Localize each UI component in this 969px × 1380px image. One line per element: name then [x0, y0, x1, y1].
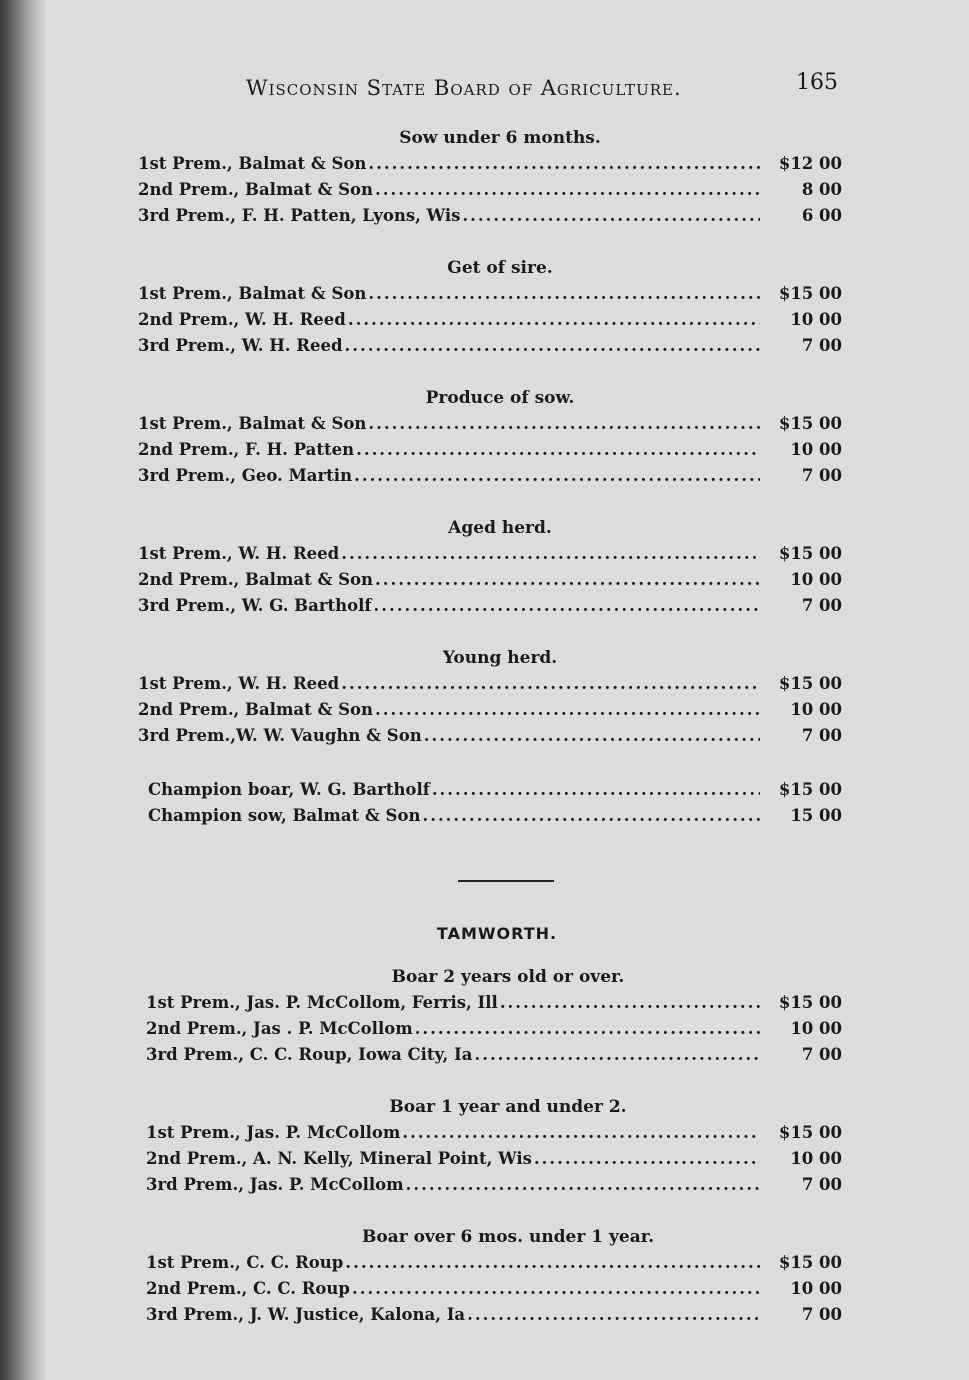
- dot-leader: [375, 700, 760, 719]
- prize-label: 1st Prem., C. C. Roup: [146, 1253, 344, 1272]
- prize-label: 1st Prem., Balmat & Son: [138, 284, 367, 303]
- lower-sections: [120, 967, 860, 1331]
- prize-amount: $15 00: [778, 284, 842, 303]
- section-title: Produce of sow.: [425, 388, 575, 408]
- dot-leader: [368, 414, 760, 433]
- section-title: Boar 1 year and under 2.: [389, 1097, 627, 1117]
- dot-leader: [402, 1123, 760, 1142]
- dot-leader: [348, 310, 760, 329]
- section-title: Aged herd.: [448, 518, 552, 538]
- dot-leader: [500, 993, 760, 1012]
- prize-row: [128, 1175, 860, 1201]
- dot-leader: [375, 180, 760, 199]
- prize-row: [120, 726, 860, 752]
- prize-row: [120, 570, 860, 596]
- prize-row: [128, 1045, 860, 1071]
- section-title: Young herd.: [442, 648, 558, 668]
- prize-label: 1st Prem., W. H. Reed: [138, 544, 340, 563]
- dot-leader: [375, 570, 760, 589]
- dot-leader: [422, 806, 760, 825]
- book-binding-shadow: [0, 0, 46, 1380]
- dot-leader: [424, 726, 760, 745]
- prize-row: [128, 1305, 860, 1331]
- prize-row: [128, 993, 860, 1019]
- prize-row: [120, 310, 860, 336]
- prize-amount: 7 00: [801, 596, 842, 615]
- prize-amount: $15 00: [778, 993, 842, 1012]
- prize-amount: 10 00: [790, 440, 842, 459]
- prize-label: 3rd Prem.,W. W. Vaughn & Son: [138, 726, 422, 745]
- prize-row: [128, 1149, 860, 1175]
- dot-leader: [356, 440, 760, 459]
- upper-sections: [120, 128, 860, 752]
- prize-label: 2nd Prem., F. H. Patten: [138, 440, 355, 459]
- prize-label: 3rd Prem., C. C. Roup, Iowa City, Ia: [146, 1045, 473, 1064]
- prize-row: [128, 1019, 860, 1045]
- prize-label: 2nd Prem., C. C. Roup: [146, 1279, 350, 1298]
- prize-amount: 10 00: [790, 1019, 842, 1038]
- prize-amount: 7 00: [801, 336, 842, 355]
- prize-amount: $15 00: [778, 544, 842, 563]
- prize-label: 3rd Prem., W. H. Reed: [138, 336, 343, 355]
- section-title: Sow under 6 months.: [399, 128, 601, 148]
- prize-amount: $15 00: [778, 1253, 842, 1272]
- dot-leader: [462, 206, 760, 225]
- prize-row: [120, 206, 860, 232]
- prize-row: [120, 284, 860, 310]
- dot-leader: [354, 466, 760, 485]
- prize-label: 3rd Prem., J. W. Justice, Kalona, Ia: [146, 1305, 466, 1324]
- section-title: Get of sire.: [447, 258, 553, 278]
- prize-section: [120, 648, 860, 752]
- dot-leader: [415, 1019, 760, 1038]
- prize-row: [128, 1253, 860, 1279]
- prize-label: Champion sow, Balmat & Son: [148, 806, 421, 825]
- prize-section: [120, 128, 860, 232]
- prize-label: 3rd Prem., F. H. Patten, Lyons, Wis: [138, 206, 461, 225]
- prize-row: [130, 806, 860, 832]
- dot-leader: [345, 336, 760, 355]
- section-title: Boar over 6 mos. under 1 year.: [361, 1227, 655, 1247]
- dot-leader: [352, 1279, 760, 1298]
- prize-label: 1st Prem., Jas. P. McCollom, Ferris, Ill: [146, 993, 498, 1012]
- prize-amount: 15 00: [790, 806, 842, 825]
- prize-section: [120, 388, 860, 492]
- page-number: 165: [796, 70, 838, 95]
- prize-amount: 7 00: [801, 726, 842, 745]
- dot-leader: [467, 1305, 760, 1324]
- prize-amount: $15 00: [778, 674, 842, 693]
- prize-label: 2nd Prem., Balmat & Son: [138, 180, 374, 199]
- section-title: Boar 2 years old or over.: [391, 967, 625, 987]
- prize-amount: 10 00: [790, 1149, 842, 1168]
- prize-section: [120, 258, 860, 362]
- prize-row: [120, 544, 860, 570]
- prize-row: [120, 414, 860, 440]
- prize-label: Champion boar, W. G. Bartholf: [148, 780, 430, 799]
- prize-row: [128, 1279, 860, 1305]
- prize-label: 1st Prem., Jas. P. McCollom: [146, 1123, 401, 1142]
- prize-row: [120, 674, 860, 700]
- prize-amount: 8 00: [801, 180, 842, 199]
- prize-section: [128, 967, 860, 1071]
- prize-label: 2nd Prem., Jas . P. McCollom: [146, 1019, 413, 1038]
- prize-row: [120, 466, 860, 492]
- prize-amount: $12 00: [778, 154, 842, 173]
- document-page: [120, 60, 860, 1331]
- prize-row: [120, 180, 860, 206]
- dot-leader: [368, 284, 760, 303]
- prize-amount: $15 00: [778, 414, 842, 433]
- champions-block: [120, 780, 860, 832]
- dot-leader: [474, 1045, 760, 1064]
- prize-amount: 7 00: [801, 1305, 842, 1324]
- prize-amount: 7 00: [801, 466, 842, 485]
- dot-leader: [406, 1175, 760, 1194]
- prize-row: [120, 154, 860, 180]
- dot-leader: [432, 780, 760, 799]
- prize-amount: $15 00: [778, 1123, 842, 1142]
- prize-label: 2nd Prem., W. H. Reed: [138, 310, 346, 329]
- prize-label: 3rd Prem., W. G. Bartholf: [138, 596, 372, 615]
- prize-label: 1st Prem., Balmat & Son: [138, 414, 367, 433]
- dot-leader: [341, 544, 760, 563]
- breed-title: TAMWORTH.: [436, 924, 558, 943]
- dot-leader: [374, 596, 760, 615]
- prize-amount: 10 00: [790, 700, 842, 719]
- prize-section: [128, 1097, 860, 1201]
- dot-leader: [534, 1149, 760, 1168]
- prize-row: [120, 336, 860, 362]
- prize-amount: 10 00: [790, 310, 842, 329]
- section-divider: [458, 880, 554, 882]
- prize-amount: $15 00: [778, 780, 842, 799]
- prize-amount: 10 00: [790, 1279, 842, 1298]
- prize-section: [120, 518, 860, 622]
- prize-section: [128, 1227, 860, 1331]
- prize-label: 1st Prem., Balmat & Son: [138, 154, 367, 173]
- dot-leader: [345, 1253, 760, 1272]
- prize-amount: 10 00: [790, 570, 842, 589]
- prize-label: 3rd Prem., Jas. P. McCollom: [146, 1175, 404, 1194]
- prize-row: [120, 440, 860, 466]
- prize-label: 1st Prem., W. H. Reed: [138, 674, 340, 693]
- prize-label: 2nd Prem., A. N. Kelly, Mineral Point, Wis: [146, 1149, 532, 1168]
- prize-row: [128, 1123, 860, 1149]
- prize-row: [120, 700, 860, 726]
- dot-leader: [368, 154, 760, 173]
- prize-label: 2nd Prem., Balmat & Son: [138, 700, 374, 719]
- prize-amount: 6 00: [801, 206, 842, 225]
- dot-leader: [341, 674, 760, 693]
- prize-row: [130, 780, 860, 806]
- prize-label: 2nd Prem., Balmat & Son: [138, 570, 374, 589]
- prize-row: [120, 596, 860, 622]
- prize-amount: 7 00: [801, 1045, 842, 1064]
- prize-amount: 7 00: [801, 1175, 842, 1194]
- prize-label: 3rd Prem., Geo. Martin: [138, 466, 353, 485]
- running-head: [120, 60, 860, 108]
- running-title: Wisconsin State Board of Agriculture.: [246, 76, 682, 100]
